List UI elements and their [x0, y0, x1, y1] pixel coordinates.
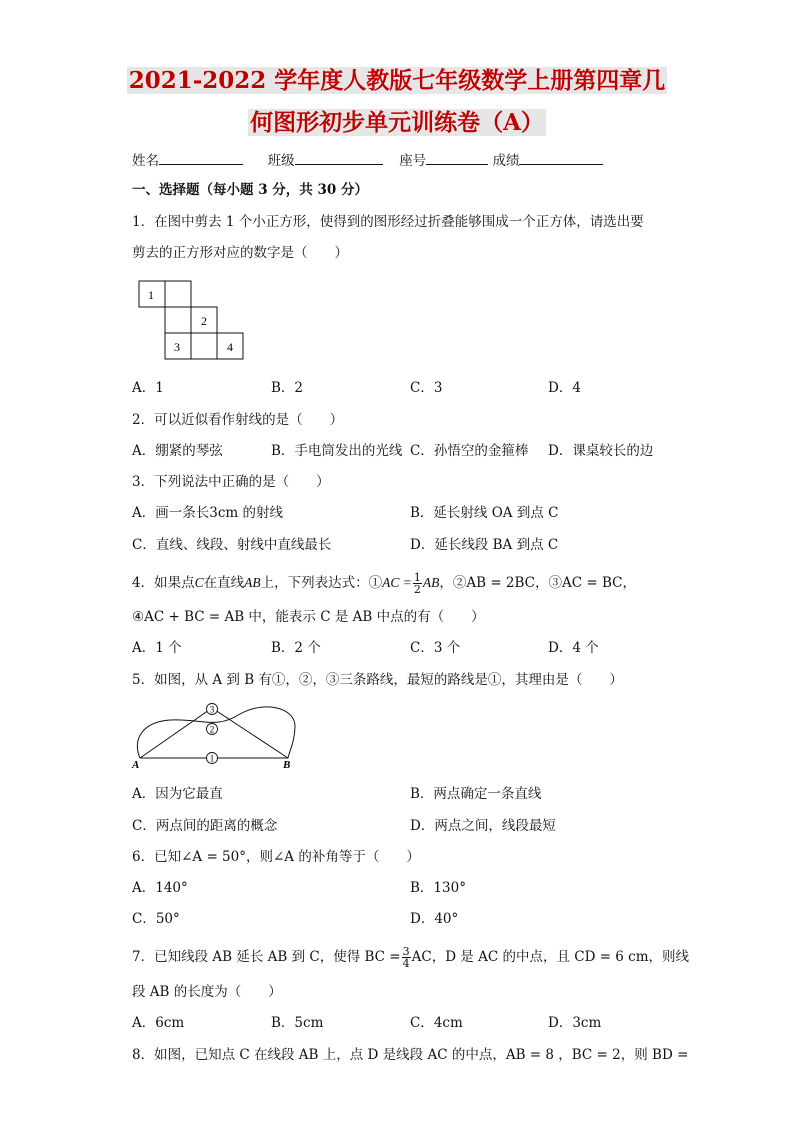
name-label: 姓名 [132, 153, 159, 169]
svg-text:3: 3 [209, 704, 215, 715]
net-label-3: 3 [174, 340, 180, 354]
q3-stem: 3．下列说法中正确的是（ ） [132, 474, 330, 490]
exam-title-line2: 何图形初步单元训练卷（A） [250, 109, 544, 136]
seat-blank[interactable] [426, 150, 488, 165]
q7-option-b[interactable]: B．5cm [271, 1015, 324, 1031]
q7-stem-line2: 段 AB 的长度为（ ） [132, 984, 282, 1000]
q4-option-b[interactable]: B．2 个 [271, 640, 321, 656]
q7-option-d[interactable]: D．3cm [548, 1015, 602, 1031]
student-info-row [132, 150, 603, 171]
net-square-blank-c [191, 333, 217, 359]
point-b-label: B [283, 759, 291, 770]
net-label-2: 2 [201, 314, 207, 328]
q2-stem: 2．可以近似看作射线的是（ ） [132, 412, 344, 428]
q1-option-d[interactable]: D．4 [548, 380, 581, 396]
q3-option-c[interactable]: C．直线、线段、射线中直线最长 [132, 537, 332, 553]
q4-stem-line1: 4．如果点C在直线AB上，下列表达式：①AC = $\frac{1}{2}$ AB，②AB = 2BC，③AC = BC， [132, 571, 636, 596]
q4-stem-line2: ④AC + BC = AB 中，能表示 C 是 AB 中点的有（ ） [132, 609, 485, 625]
q5-option-a[interactable]: A．因为它最直 [132, 786, 223, 802]
q3-option-b[interactable]: B．延长射线 OA 到点 C [410, 505, 559, 521]
q4-option-c[interactable]: C．3 个 [410, 640, 461, 656]
exam-title-line1: 2021-2022 学年度人教版七年级数学上册第四章几 [128, 67, 666, 94]
svg-text:1: 1 [209, 753, 215, 764]
section-heading: 一、选择题（每小题 3 分，共 30 分） [132, 182, 368, 198]
q2-option-a[interactable]: A．绷紧的琴弦 [132, 443, 223, 459]
q2-option-d[interactable]: D．课桌较长的边 [548, 443, 654, 459]
q7-option-a[interactable]: A．6cm [132, 1015, 185, 1031]
q1-option-b[interactable]: B．2 [271, 380, 304, 396]
fraction-one-half: $\frac{1}{2}$ [413, 571, 421, 596]
q1-option-a[interactable]: A．1 [132, 380, 164, 396]
class-blank[interactable] [295, 150, 383, 165]
score-label: 成绩 [492, 153, 520, 169]
q1-option-c[interactable]: C．3 [410, 380, 443, 396]
name-blank[interactable] [159, 150, 243, 165]
net-square-blank-a [165, 281, 191, 307]
routes-figure [130, 700, 305, 770]
svg-text:2: 2 [209, 724, 215, 735]
cube-net-figure [138, 280, 258, 362]
q3-option-a[interactable]: A．画一条长3cm 的射线 [132, 505, 283, 521]
q6-option-b[interactable]: B．130° [410, 880, 466, 896]
q1-stem-line1: 1．在图中剪去 1 个小正方形，使得到的图形经过折叠能够围成一个正方体，请选出要 [132, 214, 644, 230]
seat-label: 座号 [399, 153, 427, 169]
score-blank[interactable] [519, 150, 603, 165]
q1-stem-line2: 剪去的正方形对应的数字是（ ） [132, 245, 348, 261]
q7-stem-line1: 7．已知线段 AB 延长 AB 到 C，使得 BC = $\frac{3}{4}$ AC，D 是 AC 的中点，且 CD = 6 cm，则线 [132, 945, 690, 970]
q7-option-c[interactable]: C．4cm [410, 1015, 463, 1031]
q8-stem: 8．如图，已知点 C 在线段 AB 上，点 D 是线段 AC 的中点，AB = 8 ，BC = 2，则 BD = [132, 1047, 689, 1063]
net-label-4: 4 [227, 340, 233, 354]
q5-option-c[interactable]: C．两点间的距离的概念 [132, 818, 278, 834]
q3-option-d[interactable]: D．延长线段 BA 到点 C [410, 537, 559, 553]
q5-stem: 5．如图，从 A 到 B 有①，②，③三条路线，最短的路线是①，其理由是（ ） [132, 672, 623, 688]
q6-stem: 6．已知∠A = 50°，则∠A 的补角等于（ ） [132, 849, 420, 865]
point-a-label: A [132, 759, 140, 770]
fraction-three-quarters: $\frac{3}{4}$ [402, 945, 410, 970]
q4-option-a[interactable]: A．1 个 [132, 640, 182, 656]
q6-option-c[interactable]: C．50° [132, 911, 180, 927]
q6-option-d[interactable]: D．40° [410, 911, 459, 927]
q6-option-a[interactable]: A．140° [132, 880, 188, 896]
net-square-blank-b [165, 307, 191, 333]
q4-option-d[interactable]: D．4 个 [548, 640, 599, 656]
class-label: 班级 [267, 153, 295, 169]
q2-option-c[interactable]: C．孙悟空的金箍棒 [410, 443, 529, 459]
q5-option-b[interactable]: B．两点确定一条直线 [410, 786, 542, 802]
q5-option-d[interactable]: D．两点之间，线段最短 [410, 818, 556, 834]
q2-option-b[interactable]: B．手电筒发出的光线 [271, 443, 403, 459]
net-label-1: 1 [148, 288, 154, 302]
